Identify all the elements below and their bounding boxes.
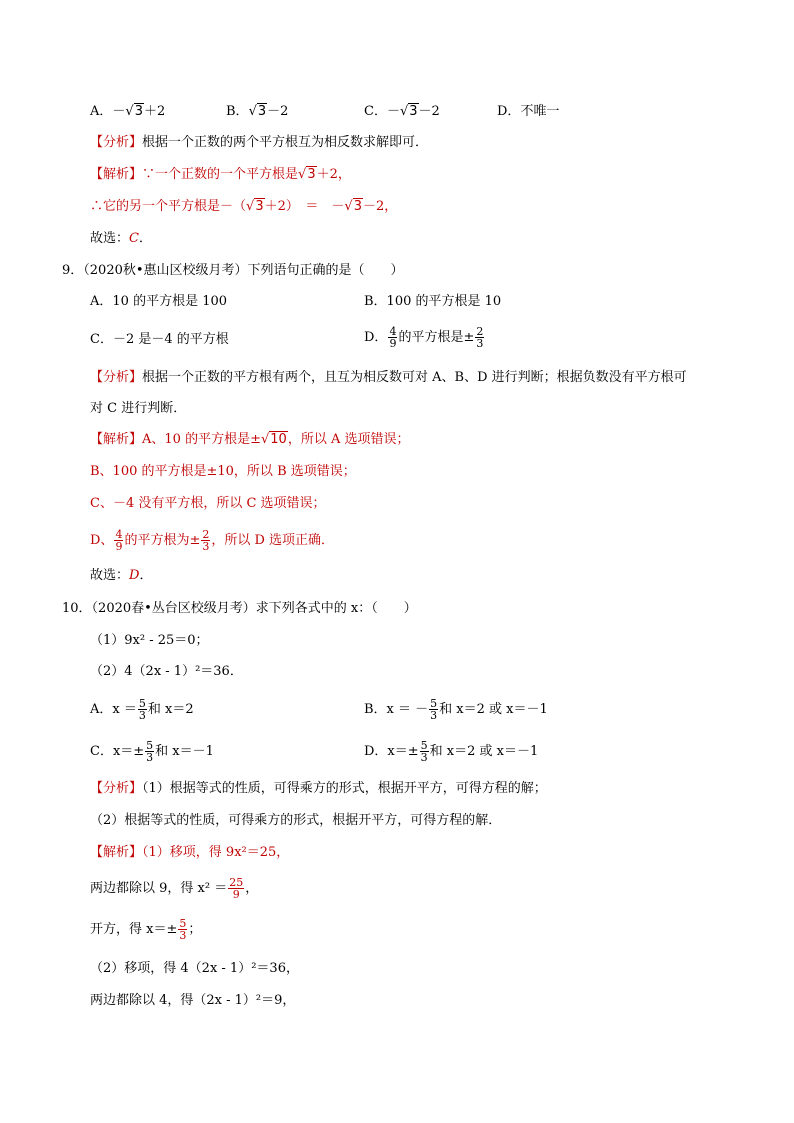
q9-solution-c: C、－4 没有平方根，所以 C 选项错误；: [90, 496, 326, 511]
sqrt-3: √3: [125, 104, 143, 119]
q9-option-b: B．100 的平方根是 10: [364, 294, 502, 309]
q8-analysis: 【分析】根据一个正数的两个平方根互为相反数求解即可．: [90, 135, 429, 150]
analysis-tag: 【分析】: [90, 370, 143, 385]
q10-solution-line5: 两边都除以 4，得（2x - 1）²＝9，: [90, 993, 296, 1008]
q10-option-a: A．x ＝ $\frac{5}{3}$ 和 x＝2: [90, 697, 194, 722]
q8-option-a: A．－√3＋2: [90, 104, 166, 119]
analysis-tag: 【分析】: [90, 135, 143, 150]
q9-solution-a: 【解析】A、10 的平方根是±√10，所以 A 选项错误；: [90, 432, 410, 447]
fraction-4-9: $\frac{4}{9}$: [389, 325, 397, 350]
q9-option-a: A．10 的平方根是 100: [90, 294, 228, 309]
q8-solution-line2: ∴它的另一个平方根是－（√3＋2） ＝ －√3－2，: [90, 199, 398, 214]
q9-answer: 故选：D．: [90, 568, 153, 583]
q9-solution-d: D、 $\frac{4}{9}$ 的平方根为± $\frac{2}{3}$ ，所以 D 选项正确．: [90, 528, 335, 553]
q9-solution-b: B、100 的平方根是±10，所以 B 选项错误；: [90, 464, 356, 479]
q10-equation-1: （1）9x² - 25＝0；: [90, 633, 209, 648]
q10-option-c: C．x＝± $\frac{5}{3}$ 和 x＝－1: [90, 739, 214, 764]
q9-stem: 9．（2020秋•惠山区校级月考）下列语句正确的是（ ）: [62, 263, 404, 278]
sqrt-3: √3: [399, 104, 418, 119]
q9-analysis-line2: 对 C 进行判断．: [90, 401, 187, 416]
fraction-2-3: $\frac{2}{3}$: [476, 325, 484, 350]
q10-solution-line1: 【解析】（1）移项，得 9x²＝25，: [90, 845, 290, 860]
q8-answer: 故选：C．: [90, 231, 152, 246]
solution-tag: 【解析】: [90, 167, 143, 182]
analysis-tag: 【分析】: [90, 781, 143, 796]
q10-solution-line2: 两边都除以 9，得 x² ＝ $\frac{25}{9}$ ，: [90, 876, 259, 901]
sqrt-3: √3: [248, 104, 267, 119]
q10-analysis-line2: （2）根据等式的性质，可得乘方的形式，根据开平方，可得方程的解．: [90, 813, 502, 828]
q10-option-b: B．x ＝ － $\frac{5}{3}$ 和 x＝2 或 x＝－1: [364, 697, 548, 722]
q10-option-d: D．x＝± $\frac{5}{3}$ 和 x＝2 或 x＝－1: [364, 739, 539, 764]
q8-option-d: D．不唯一: [497, 104, 560, 119]
q10-solution-line3: 开方，得 x＝± $\frac{5}{3}$ ；: [90, 917, 202, 942]
q10-analysis-line1: 【分析】（1）根据等式的性质，可得乘方的形式，根据开平方，可得方程的解；: [90, 781, 547, 796]
q9-option-c: C．－2 是－4 的平方根: [90, 332, 229, 347]
q8-option-c: C．－√3－2: [364, 104, 440, 119]
q8-solution-line1: 【解析】∵一个正数的一个平方根是√3＋2，: [90, 167, 351, 182]
solution-tag: 【解析】: [90, 845, 143, 860]
q9-analysis-line1: 【分析】根据一个正数的平方根有两个，且互为相反数可对 A、B、D 进行判断；根据负数没有平方根可: [90, 370, 687, 385]
solution-tag: 【解析】: [90, 432, 143, 447]
q10-equation-2: （2）4（2x - 1）²＝36．: [90, 664, 243, 679]
q8-option-b: B．√3－2: [226, 104, 289, 119]
q10-solution-line4: （2）移项，得 4（2x - 1）²＝36，: [90, 961, 299, 976]
q9-option-d: D． $\frac{4}{9}$ 的平方根是± $\frac{2}{3}$: [364, 325, 484, 350]
q10-stem: 10．（2020春•丛台区校级月考）求下列各式中的 x：（ ）: [62, 601, 417, 616]
